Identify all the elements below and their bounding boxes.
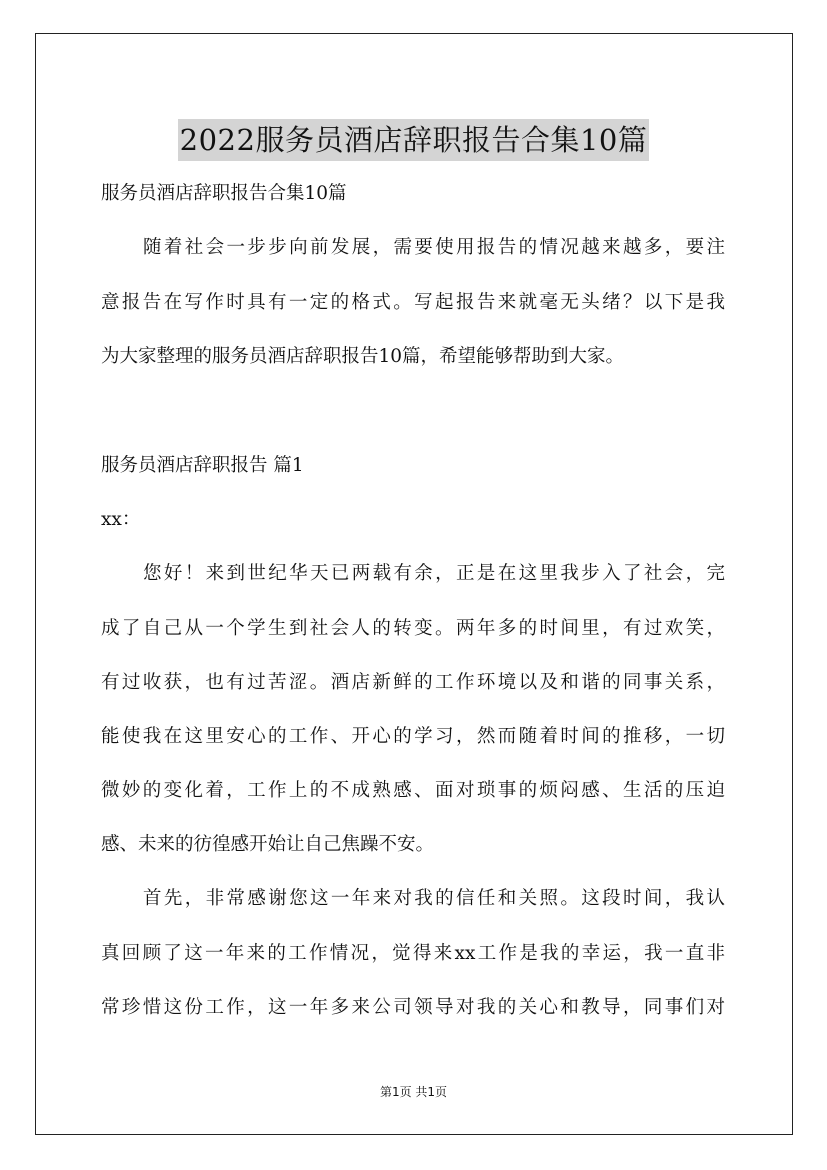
- paragraph1-line-6: 感、未来的彷徨感开始让自己焦躁不安。: [101, 834, 435, 855]
- paragraph2-line-3: 常珍惜这份工作，这一年多来公司领导对我的关心和教导，同事们对: [101, 997, 725, 1018]
- document-title: 2022服务员酒店辞职报告合集10篇: [178, 119, 650, 161]
- paragraph1-line-2: 成了自己从一个学生到社会人的转变。两年多的时间里，有过欢笑，: [101, 618, 725, 639]
- page-footer: 第1页 共1页: [379, 1085, 448, 1099]
- intro-line-3: 为大家整理的服务员酒店辞职报告10篇，希望能够帮助到大家。: [101, 346, 625, 367]
- paragraph2-line-1: 首先，非常感谢您这一年来对我的信任和关照。这段时间，我认: [143, 888, 725, 909]
- intro-line-1: 随着社会一步步向前发展，需要使用报告的情况越来越多，要注: [143, 237, 725, 258]
- document-subtitle: 服务员酒店辞职报告合集10篇: [101, 183, 347, 204]
- paragraph1-line-5: 微妙的变化着，工作上的不成熟感、面对琐事的烦闷感、生活的压迫: [101, 780, 725, 801]
- salutation: xx：: [101, 509, 141, 530]
- paragraph1-line-1: 您好！来到世纪华天已两载有余，正是在这里我步入了社会，完: [143, 563, 725, 584]
- intro-line-2: 意报告在写作时具有一定的格式。写起报告来就毫无头绪？以下是我: [101, 292, 725, 313]
- paragraph1-line-4: 能使我在这里安心的工作、开心的学习，然而随着时间的推移，一切: [101, 726, 725, 747]
- paragraph1-line-3: 有过收获，也有过苦涩。酒店新鲜的工作环境以及和谐的同事关系，: [101, 672, 725, 693]
- paragraph2-line-2: 真回顾了这一年来的工作情况，觉得来xx工作是我的幸运，我一直非: [101, 943, 725, 964]
- section-heading: 服务员酒店辞职报告 篇1: [101, 455, 304, 476]
- title-area: [0, 100, 827, 181]
